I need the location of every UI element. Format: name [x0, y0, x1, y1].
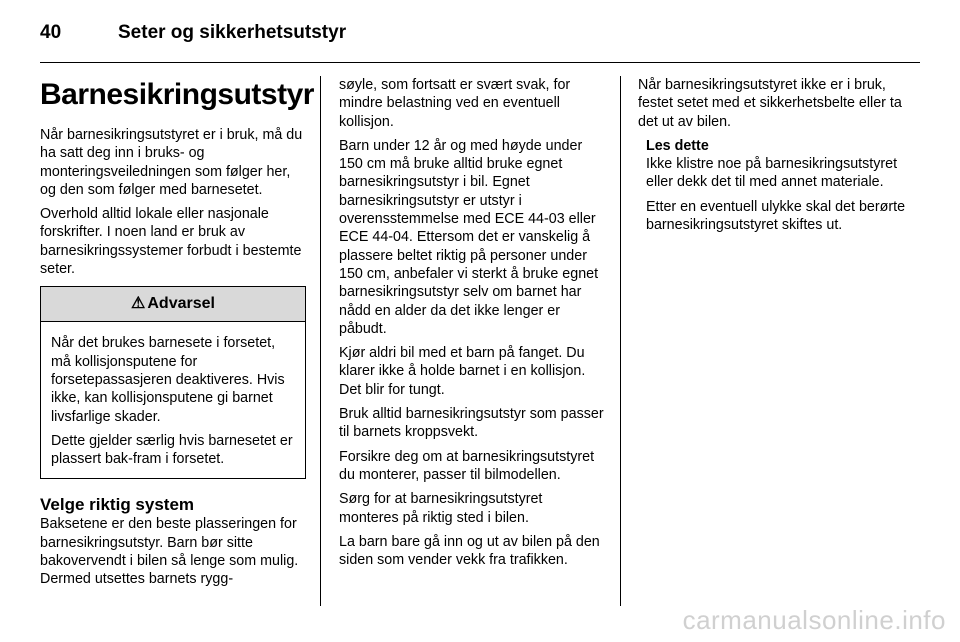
page-header [40, 22, 920, 52]
warning-body [41, 322, 305, 478]
warning-triangle-icon: ⚠ [131, 295, 146, 313]
subheading: Velge riktig system [40, 495, 195, 515]
header-divider [40, 62, 920, 63]
page-number: 40 [40, 22, 62, 43]
watermark: carmanualsonline.info [682, 605, 946, 635]
paragraph: Barn under 12 år og med høyde under 150 cm må bruke alltid bruke egnet barnesikringsutstyr i bil. Egnet barnesikringsutstyr er utstyr i overensstemmelse med ECE 44-03 eller ECE 44-04. Ettersom det er vanskelig å plassere beltet riktig på personer under 150 cm, anbefaler vi sterkt å bruke egnet barnesikringsutstyr selv om barnet har nådd en alder da det ikke lenger er påbudt. [339, 137, 599, 337]
warning-header [41, 287, 305, 322]
paragraph: Forsikre deg om at barnesikringsutstyret du monterer, passer til bilmodellen. [339, 448, 595, 483]
column-divider [620, 76, 621, 606]
column-1 [40, 76, 314, 595]
paragraph: Når barnesikringsutstyret ikke er i bruk, festet setet med et sikkerhetsbelte eller ta det ut av bilen. [638, 77, 902, 130]
paragraph: Bruk alltid barnesikringsutstyr som passer til barnets kroppsvekt. [339, 406, 604, 441]
warning-title: Advarsel [147, 295, 215, 313]
warning-paragraph: Dette gjelder særlig hvis barnesetet er plassert bak-fram i forsetet. [51, 432, 293, 468]
paragraph: Kjør aldri bil med et barn på fanget. Du klarer ikke å holde barnet i en kollisjon. Det blir for tungt. [339, 345, 586, 398]
paragraph: Overhold alltid lokale eller nasjonale forskrifter. I noen land er bruk av barnesikringssystemer forbudt i bestemte seter. [40, 206, 302, 278]
column-3 [638, 76, 920, 240]
note-box [646, 137, 920, 234]
section-title: Barnesikringsutstyr [40, 78, 314, 111]
paragraph: Sørg for at barnesikringsutstyret monteres på riktig sted i bilen. [339, 491, 543, 526]
paragraph: Baksetene er den beste plasseringen for barnesikringsutstyr. Barn bør sitte bakovervendt i bilen så lenge som mulig. Dermed utsettes barnets rygg- [40, 516, 299, 588]
paragraph: La barn bare gå inn og ut av bilen på den siden som vender vekk fra trafikken. [339, 533, 600, 569]
column-divider [320, 76, 321, 606]
note-paragraph: Etter en eventuell ulykke skal det berørte barnesikringsutstyret skiftes ut. [646, 198, 906, 234]
column-2 [339, 76, 605, 575]
paragraph: søyle, som fortsatt er svært svak, for mindre belastning ved en eventuell kollisjon. [339, 77, 571, 130]
note-title: Les dette [646, 137, 709, 154]
warning-paragraph: Når det brukes barnesete i forsetet, må kollisjonsputene for forsetepassasjeren deaktiveres. Hvis ikke, kan kollisjonsputene gi barnet livsfarlige skader. [51, 335, 285, 425]
paragraph: Når barnesikringsutstyret er i bruk, må du ha satt deg inn i bruks- og monteringsveiledningen som følger her, og den som følger med barnesetet. [40, 127, 303, 198]
note-paragraph: Ikke klistre noe på barnesikringsutstyret eller dekk det til med annet materiale. [646, 156, 898, 191]
running-title: Seter og sikkerhetsutstyr [118, 22, 347, 43]
warning-box [40, 286, 306, 479]
